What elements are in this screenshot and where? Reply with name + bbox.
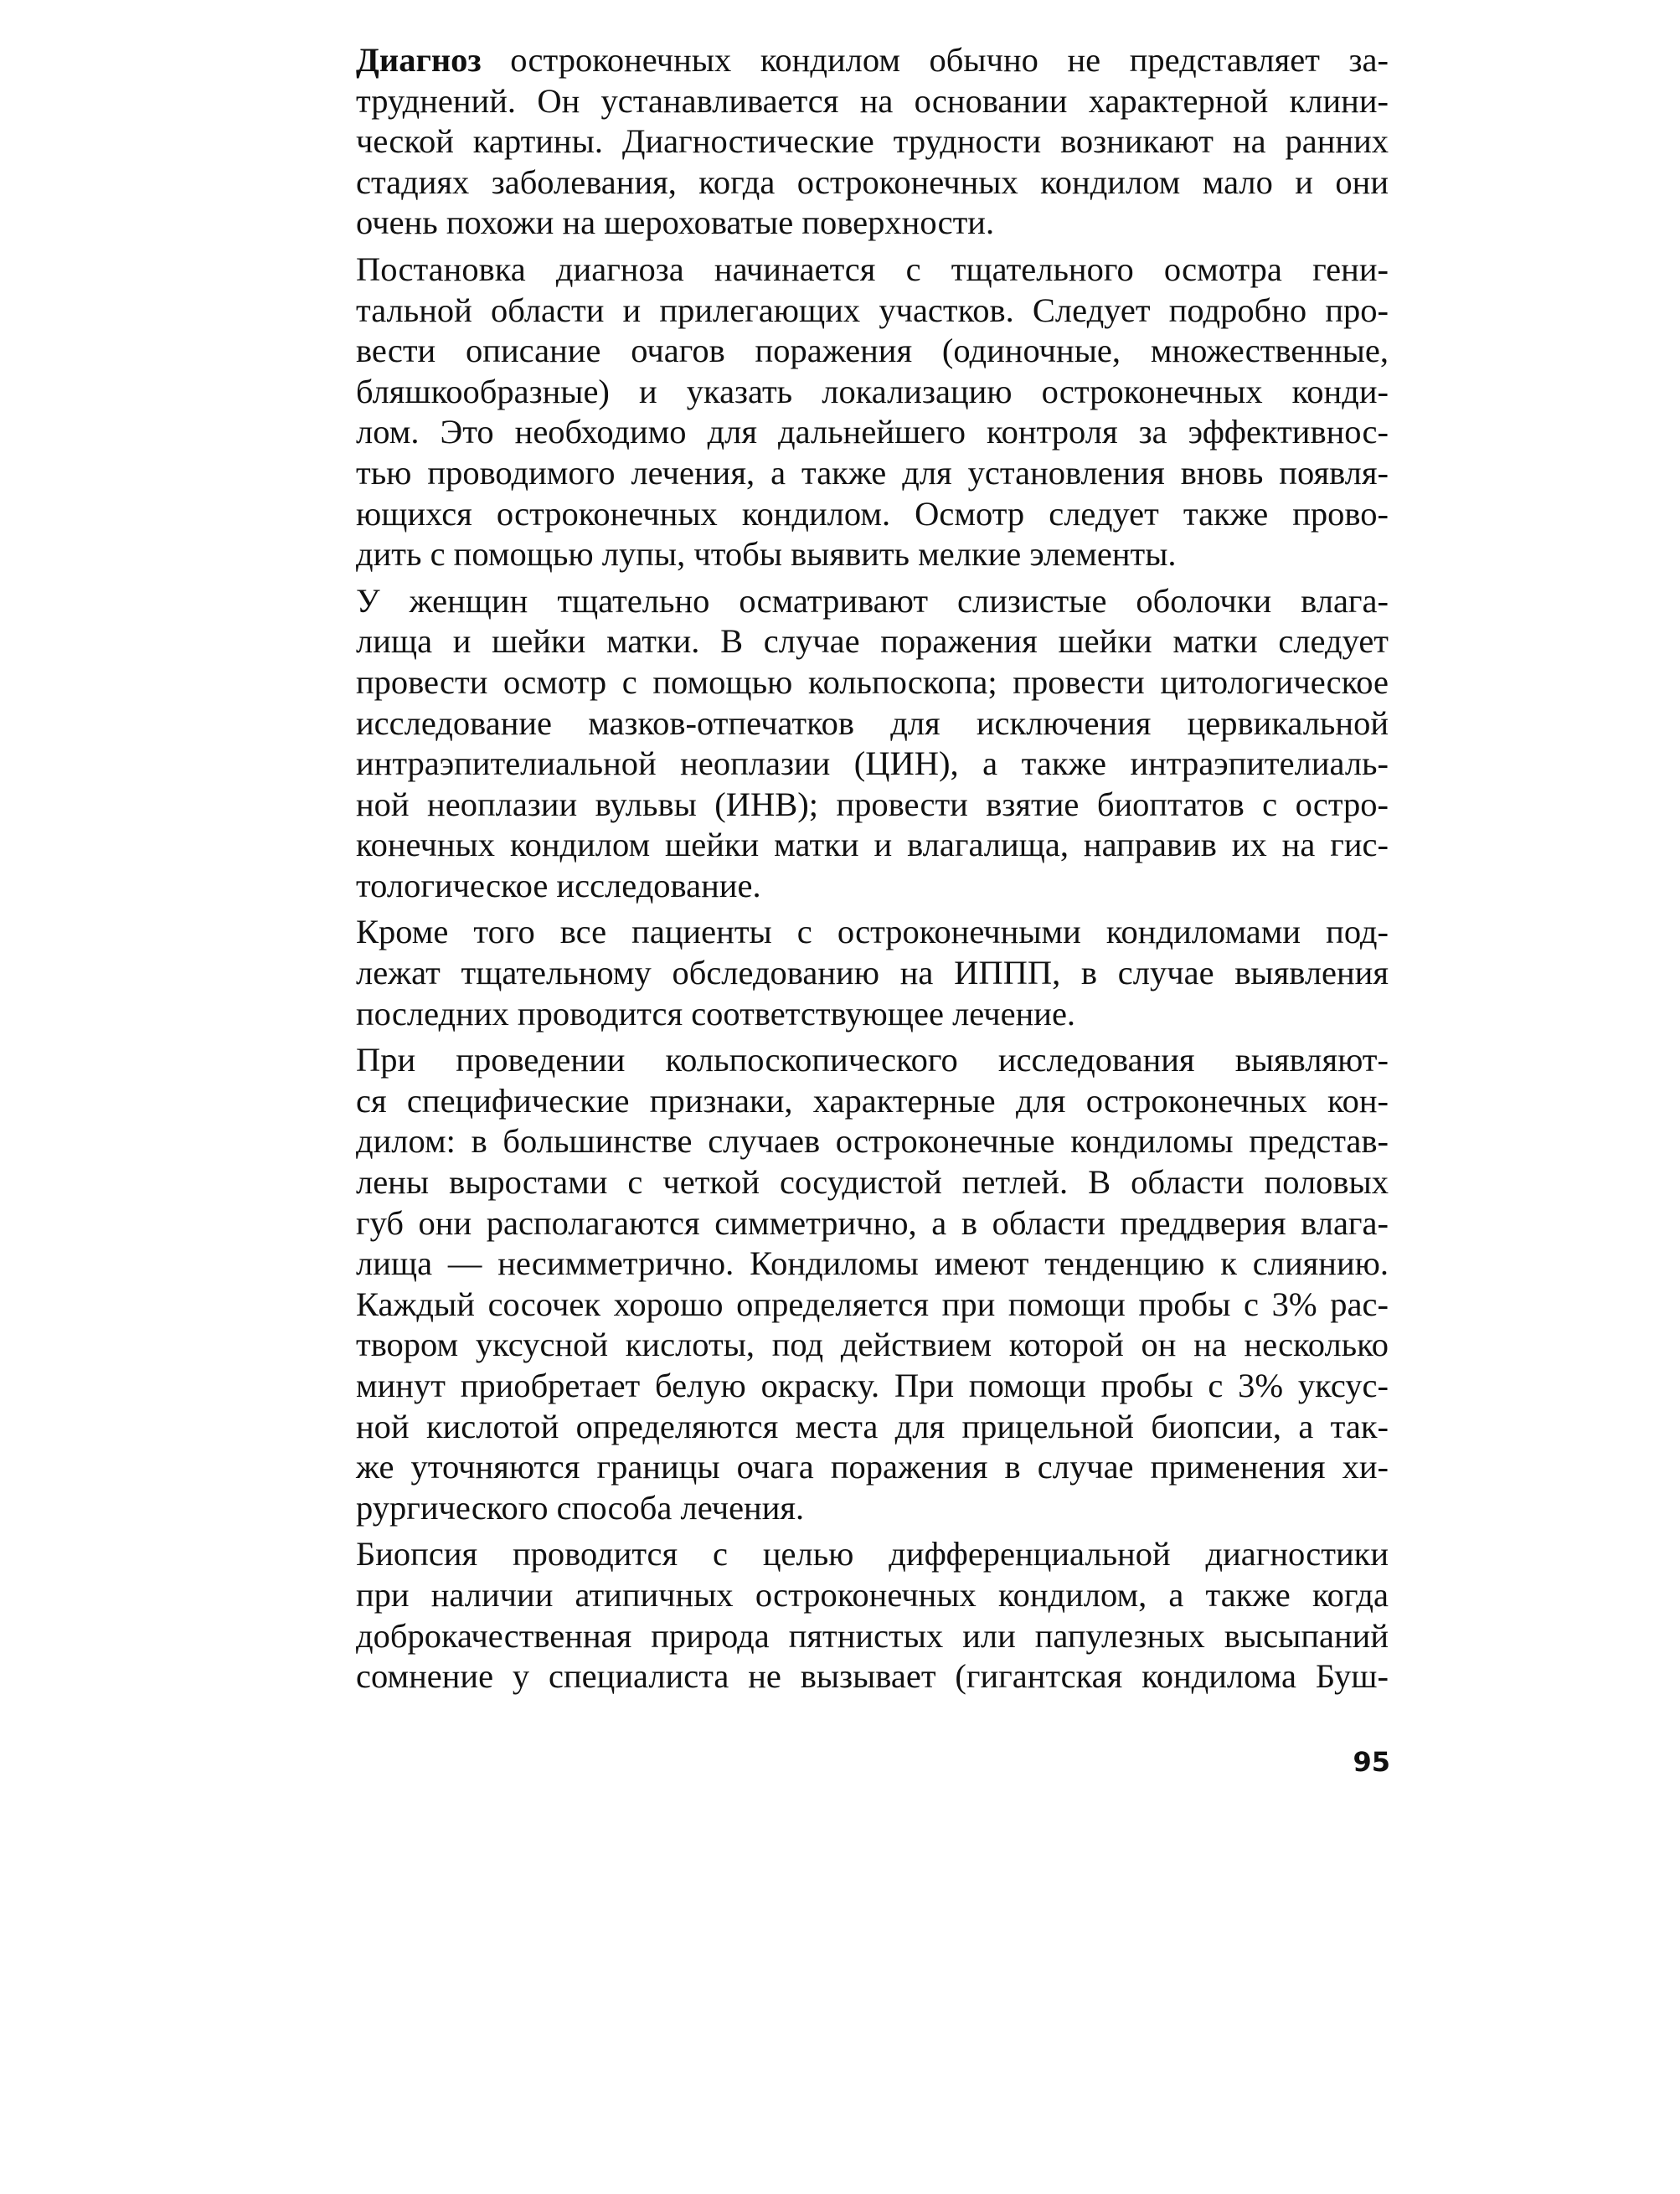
paragraph-ippp [289,912,1389,1034]
text-line: бляшкообразные) и указать локализацию остроконечных конди- [356,372,1389,410]
text-line: провести осмотр с помощью кольпоскопа; провести цитологическое [356,662,1389,701]
text-line: ной кислотой определяются места для прицельной биопсии, а так- [356,1407,1389,1445]
text-line: лища — несимметрично. Кондиломы имеют тенденцию к слиянию. [356,1244,1389,1283]
text-line-content: остроконечных кондилом обычно не представляет за- [481,41,1389,79]
text-line [289,40,1389,81]
text-line: же уточняются границы очага поражения в случае применения хи- [356,1448,1389,1486]
text-line: тологическое исследование. [356,866,761,904]
text-line: лежат тщательному обследованию на ИППП, в случае выявления [356,954,1389,992]
text-line: последних проводится соответствующее лечение. [356,994,1076,1033]
text-line: губ они располагаются симметрично, а в области преддверия влага- [356,1203,1389,1242]
text-line: дилом: в большинстве случаев остроконечные кондиломы представ- [356,1122,1389,1161]
text-line: твором уксусной кислоты, под действием которой он на несколько [356,1326,1389,1364]
text-line: доброкачественная природа пятнистых или папулезных высыпаний [356,1616,1389,1655]
bold-lead-term: Диагноз [356,41,482,79]
text-line: тью проводимого лечения, а также для установления вновь появля- [356,453,1389,492]
text-line: лены выростами с четкой сосудистой петлей. В области половых [356,1163,1389,1202]
text-line: тальной области и прилегающих участков. Следует подробно про- [356,291,1389,329]
text-line: труднений. Он устанавливается на основании характерной клини- [356,81,1389,120]
text-line: исследование мазков-отпечатков для исключения цервикальной [356,703,1389,742]
text-line: лом. Это необходимо для дальнейшего контроля за эффективнос- [356,413,1389,451]
paragraph-examination [289,250,1389,575]
paragraph-diagnosis [289,40,1389,244]
text-line: вести описание очагов поражения (одиночные, множественные, [356,332,1389,370]
text-line: Биопсия проводится с целью дифференциальной диагностики [356,1535,1389,1573]
paragraph-colposcopy [289,1040,1389,1528]
text-line: ческой картины. Диагностические трудности возникают на ранних [356,122,1389,161]
paragraph-women [289,581,1389,907]
text-line: лища и шейки матки. В случае поражения шейки матки следует [356,622,1389,661]
text-line: Постановка диагноза начинается с тщательного осмотра гени- [356,250,1389,288]
text-line: дить с помощью лупы, чтобы выявить мелкие элементы. [356,535,1177,574]
page-body [289,40,1389,1703]
text-line: При проведении кольпоскопического исследования выявляют- [356,1041,1389,1079]
text-line: очень похожи на шероховатые поверхности. [356,203,995,242]
page-number: 95 [1353,1746,1390,1778]
text-line: конечных кондилом шейки матки и влагалища, направив их на гис- [356,826,1389,864]
text-line: сомнение у специалиста не вызывает (гигантская кондилома Буш- [356,1657,1389,1696]
text-line: Кроме того все пациенты с остроконечными кондиломами под- [356,913,1389,951]
paragraph-biopsy [289,1534,1389,1697]
text-line: ющихся остроконечных кондилом. Осмотр следует также прово- [356,494,1389,533]
text-line: интраэпителиальной неоплазии (ЦИН), а также интраэпителиаль- [356,744,1389,783]
text-line: стадиях заболевания, когда остроконечных кондилом мало и они [356,162,1389,201]
text-line: ся специфические признаки, характерные для остроконечных кон- [356,1081,1389,1120]
text-line: при наличии атипичных остроконечных кондилом, а также когда [356,1575,1389,1614]
text-line: У женщин тщательно осматривают слизистые оболочки влага- [356,581,1389,620]
text-line: минут приобретает белую окраску. При помощи пробы с 3% уксус- [356,1367,1389,1404]
text-line: рургического способа лечения. [356,1488,805,1527]
text-line: ной неоплазии вульвы (ИНВ); провести взятие биоптатов с остро- [356,785,1389,823]
text-line: Каждый сосочек хорошо определяется при помощи пробы с 3% рас- [356,1285,1389,1323]
